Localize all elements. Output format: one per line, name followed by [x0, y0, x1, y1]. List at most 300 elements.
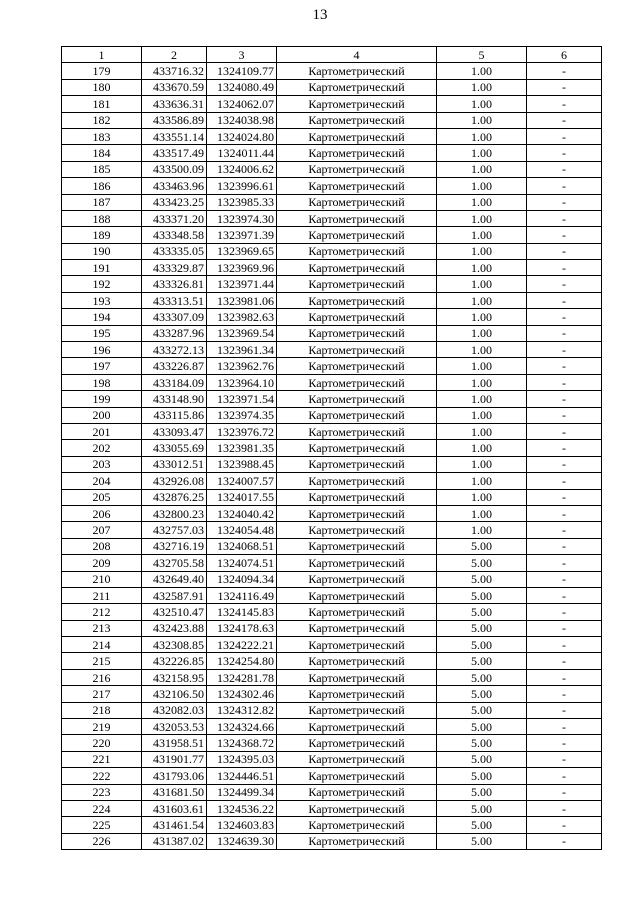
description-cell: - — [527, 784, 602, 800]
point-number-cell: 209 — [62, 555, 142, 571]
y-coordinate-cell: 1323971.44 — [207, 276, 277, 292]
table-row — [62, 178, 602, 194]
point-number-cell: 223 — [62, 784, 142, 800]
method-cell: Картометрический — [277, 194, 437, 210]
description-cell: - — [527, 669, 602, 685]
method-cell: Картометрический — [277, 456, 437, 472]
accuracy-cell: 1.00 — [437, 440, 527, 456]
point-number-cell: 198 — [62, 374, 142, 390]
accuracy-cell: 1.00 — [437, 407, 527, 423]
description-cell: - — [527, 63, 602, 79]
table-row — [62, 358, 602, 374]
table-row — [62, 407, 602, 423]
table-row — [62, 161, 602, 177]
description-cell: - — [527, 702, 602, 718]
method-cell: Картометрический — [277, 210, 437, 226]
point-number-cell: 185 — [62, 161, 142, 177]
accuracy-cell: 5.00 — [437, 669, 527, 685]
point-number-cell: 180 — [62, 79, 142, 95]
header-cell: 6 — [527, 47, 602, 63]
accuracy-cell: 5.00 — [437, 751, 527, 767]
accuracy-cell: 1.00 — [437, 210, 527, 226]
point-number-cell: 213 — [62, 620, 142, 636]
accuracy-cell: 5.00 — [437, 686, 527, 702]
point-number-cell: 200 — [62, 407, 142, 423]
description-cell: - — [527, 456, 602, 472]
x-coordinate-cell: 431958.51 — [142, 735, 207, 751]
x-coordinate-cell: 431387.02 — [142, 833, 207, 849]
y-coordinate-cell: 1324536.22 — [207, 800, 277, 816]
table-row — [62, 768, 602, 784]
y-coordinate-cell: 1323988.45 — [207, 456, 277, 472]
x-coordinate-cell: 433307.09 — [142, 309, 207, 325]
method-cell: Картометрический — [277, 702, 437, 718]
accuracy-cell: 5.00 — [437, 587, 527, 603]
x-coordinate-cell: 432423.88 — [142, 620, 207, 636]
table-row — [62, 522, 602, 538]
description-cell: - — [527, 604, 602, 620]
x-coordinate-cell: 433636.31 — [142, 96, 207, 112]
method-cell: Картометрический — [277, 489, 437, 505]
y-coordinate-cell: 1324312.82 — [207, 702, 277, 718]
description-cell: - — [527, 768, 602, 784]
y-coordinate-cell: 1324368.72 — [207, 735, 277, 751]
y-coordinate-cell: 1323996.61 — [207, 178, 277, 194]
method-cell: Картометрический — [277, 653, 437, 669]
point-number-cell: 217 — [62, 686, 142, 702]
method-cell: Картометрический — [277, 309, 437, 325]
y-coordinate-cell: 1324324.66 — [207, 719, 277, 735]
table-row — [62, 800, 602, 816]
accuracy-cell: 1.00 — [437, 63, 527, 79]
accuracy-cell: 5.00 — [437, 833, 527, 849]
table-row — [62, 145, 602, 161]
accuracy-cell: 5.00 — [437, 768, 527, 784]
accuracy-cell: 1.00 — [437, 112, 527, 128]
y-coordinate-cell: 1324024.80 — [207, 128, 277, 144]
y-coordinate-cell: 1323971.39 — [207, 227, 277, 243]
point-number-cell: 206 — [62, 505, 142, 521]
point-number-cell: 182 — [62, 112, 142, 128]
method-cell: Картометрический — [277, 604, 437, 620]
method-cell: Картометрический — [277, 145, 437, 161]
accuracy-cell: 1.00 — [437, 227, 527, 243]
accuracy-cell: 1.00 — [437, 325, 527, 341]
x-coordinate-cell: 433329.87 — [142, 260, 207, 276]
x-coordinate-cell: 433272.13 — [142, 342, 207, 358]
method-cell: Картометрический — [277, 669, 437, 685]
y-coordinate-cell: 1323974.30 — [207, 210, 277, 226]
table-row — [62, 292, 602, 308]
y-coordinate-cell: 1323974.35 — [207, 407, 277, 423]
description-cell: - — [527, 571, 602, 587]
x-coordinate-cell: 433226.87 — [142, 358, 207, 374]
method-cell: Картометрический — [277, 260, 437, 276]
point-number-cell: 199 — [62, 391, 142, 407]
y-coordinate-cell: 1324074.51 — [207, 555, 277, 571]
accuracy-cell: 1.00 — [437, 145, 527, 161]
method-cell: Картометрический — [277, 637, 437, 653]
point-number-cell: 189 — [62, 227, 142, 243]
y-coordinate-cell: 1323961.34 — [207, 342, 277, 358]
x-coordinate-cell: 433055.69 — [142, 440, 207, 456]
description-cell: - — [527, 423, 602, 439]
description-cell: - — [527, 800, 602, 816]
accuracy-cell: 1.00 — [437, 374, 527, 390]
accuracy-cell: 1.00 — [437, 243, 527, 259]
point-number-cell: 196 — [62, 342, 142, 358]
accuracy-cell: 1.00 — [437, 276, 527, 292]
method-cell: Картометрический — [277, 161, 437, 177]
accuracy-cell: 1.00 — [437, 309, 527, 325]
table-row — [62, 243, 602, 259]
point-number-cell: 190 — [62, 243, 142, 259]
description-cell: - — [527, 505, 602, 521]
y-coordinate-cell: 1324178.63 — [207, 620, 277, 636]
description-cell: - — [527, 751, 602, 767]
description-cell: - — [527, 276, 602, 292]
y-coordinate-cell: 1323964.10 — [207, 374, 277, 390]
method-cell: Картометрический — [277, 751, 437, 767]
description-cell: - — [527, 637, 602, 653]
accuracy-cell: 5.00 — [437, 555, 527, 571]
point-number-cell: 215 — [62, 653, 142, 669]
y-coordinate-cell: 1324109.77 — [207, 63, 277, 79]
table-row — [62, 260, 602, 276]
table-row — [62, 210, 602, 226]
y-coordinate-cell: 1324145.83 — [207, 604, 277, 620]
accuracy-cell: 1.00 — [437, 522, 527, 538]
table-row — [62, 555, 602, 571]
description-cell: - — [527, 555, 602, 571]
table-row — [62, 325, 602, 341]
point-number-cell: 212 — [62, 604, 142, 620]
y-coordinate-cell: 1323962.76 — [207, 358, 277, 374]
x-coordinate-cell: 433313.51 — [142, 292, 207, 308]
point-number-cell: 201 — [62, 423, 142, 439]
point-number-cell: 219 — [62, 719, 142, 735]
description-cell: - — [527, 391, 602, 407]
description-cell: - — [527, 522, 602, 538]
point-number-cell: 191 — [62, 260, 142, 276]
description-cell: - — [527, 817, 602, 833]
method-cell: Картометрический — [277, 423, 437, 439]
description-cell: - — [527, 178, 602, 194]
x-coordinate-cell: 432158.95 — [142, 669, 207, 685]
point-number-cell: 226 — [62, 833, 142, 849]
x-coordinate-cell: 432053.53 — [142, 719, 207, 735]
y-coordinate-cell: 1324006.62 — [207, 161, 277, 177]
point-number-cell: 181 — [62, 96, 142, 112]
accuracy-cell: 5.00 — [437, 604, 527, 620]
method-cell: Картометрический — [277, 374, 437, 390]
point-number-cell: 214 — [62, 637, 142, 653]
point-number-cell: 218 — [62, 702, 142, 718]
table-row — [62, 505, 602, 521]
description-cell: - — [527, 79, 602, 95]
accuracy-cell: 1.00 — [437, 178, 527, 194]
method-cell: Картометрический — [277, 800, 437, 816]
table-row — [62, 309, 602, 325]
description-cell: - — [527, 735, 602, 751]
point-number-cell: 194 — [62, 309, 142, 325]
accuracy-cell: 1.00 — [437, 79, 527, 95]
description-cell: - — [527, 96, 602, 112]
point-number-cell: 179 — [62, 63, 142, 79]
table-row — [62, 637, 602, 653]
x-coordinate-cell: 433500.09 — [142, 161, 207, 177]
accuracy-cell: 5.00 — [437, 653, 527, 669]
description-cell: - — [527, 309, 602, 325]
method-cell: Картометрический — [277, 571, 437, 587]
accuracy-cell: 1.00 — [437, 260, 527, 276]
y-coordinate-cell: 1323981.06 — [207, 292, 277, 308]
y-coordinate-cell: 1324011.44 — [207, 145, 277, 161]
x-coordinate-cell: 432757.03 — [142, 522, 207, 538]
x-coordinate-cell: 432705.58 — [142, 555, 207, 571]
method-cell: Картометрический — [277, 817, 437, 833]
method-cell: Картометрический — [277, 292, 437, 308]
table-row — [62, 374, 602, 390]
x-coordinate-cell: 433670.59 — [142, 79, 207, 95]
table-row — [62, 587, 602, 603]
method-cell: Картометрический — [277, 587, 437, 603]
description-cell: - — [527, 587, 602, 603]
method-cell: Картометрический — [277, 719, 437, 735]
x-coordinate-cell: 432106.50 — [142, 686, 207, 702]
y-coordinate-cell: 1323982.63 — [207, 309, 277, 325]
method-cell: Картометрический — [277, 735, 437, 751]
y-coordinate-cell: 1323969.96 — [207, 260, 277, 276]
table-header-row — [62, 47, 602, 63]
accuracy-cell: 1.00 — [437, 423, 527, 439]
table-row — [62, 423, 602, 439]
header-cell: 1 — [62, 47, 142, 63]
table-row — [62, 227, 602, 243]
table-row — [62, 571, 602, 587]
x-coordinate-cell: 432649.40 — [142, 571, 207, 587]
table-row — [62, 96, 602, 112]
description-cell: - — [527, 653, 602, 669]
table-row — [62, 342, 602, 358]
point-number-cell: 204 — [62, 473, 142, 489]
table-row — [62, 669, 602, 685]
point-number-cell: 203 — [62, 456, 142, 472]
x-coordinate-cell: 433115.86 — [142, 407, 207, 423]
accuracy-cell: 1.00 — [437, 391, 527, 407]
x-coordinate-cell: 433423.25 — [142, 194, 207, 210]
table-row — [62, 128, 602, 144]
x-coordinate-cell: 431901.77 — [142, 751, 207, 767]
x-coordinate-cell: 433716.32 — [142, 63, 207, 79]
method-cell: Картометрический — [277, 768, 437, 784]
method-cell: Картометрический — [277, 243, 437, 259]
y-coordinate-cell: 1324446.51 — [207, 768, 277, 784]
table-row — [62, 620, 602, 636]
y-coordinate-cell: 1324302.46 — [207, 686, 277, 702]
point-number-cell: 187 — [62, 194, 142, 210]
description-cell: - — [527, 719, 602, 735]
x-coordinate-cell: 431461.54 — [142, 817, 207, 833]
x-coordinate-cell: 433348.58 — [142, 227, 207, 243]
point-number-cell: 224 — [62, 800, 142, 816]
table-row — [62, 391, 602, 407]
point-number-cell: 195 — [62, 325, 142, 341]
accuracy-cell: 1.00 — [437, 161, 527, 177]
description-cell: - — [527, 194, 602, 210]
accuracy-cell: 5.00 — [437, 784, 527, 800]
method-cell: Картометрический — [277, 79, 437, 95]
y-coordinate-cell: 1323971.54 — [207, 391, 277, 407]
y-coordinate-cell: 1324062.07 — [207, 96, 277, 112]
y-coordinate-cell: 1324017.55 — [207, 489, 277, 505]
point-number-cell: 222 — [62, 768, 142, 784]
y-coordinate-cell: 1324222.21 — [207, 637, 277, 653]
table-row — [62, 440, 602, 456]
accuracy-cell: 1.00 — [437, 489, 527, 505]
x-coordinate-cell: 432308.85 — [142, 637, 207, 653]
description-cell: - — [527, 407, 602, 423]
point-number-cell: 221 — [62, 751, 142, 767]
method-cell: Картометрический — [277, 276, 437, 292]
page-number: 13 — [312, 7, 328, 23]
x-coordinate-cell: 432926.08 — [142, 473, 207, 489]
x-coordinate-cell: 431603.61 — [142, 800, 207, 816]
x-coordinate-cell: 433093.47 — [142, 423, 207, 439]
method-cell: Картометрический — [277, 440, 437, 456]
x-coordinate-cell: 433148.90 — [142, 391, 207, 407]
x-coordinate-cell: 433326.81 — [142, 276, 207, 292]
description-cell: - — [527, 686, 602, 702]
x-coordinate-cell: 433335.05 — [142, 243, 207, 259]
method-cell: Картометрический — [277, 784, 437, 800]
description-cell: - — [527, 128, 602, 144]
method-cell: Картометрический — [277, 112, 437, 128]
table-row — [62, 751, 602, 767]
description-cell: - — [527, 112, 602, 128]
table-row — [62, 702, 602, 718]
accuracy-cell: 5.00 — [437, 702, 527, 718]
accuracy-cell: 1.00 — [437, 292, 527, 308]
point-number-cell: 184 — [62, 145, 142, 161]
description-cell: - — [527, 260, 602, 276]
method-cell: Картометрический — [277, 128, 437, 144]
table-row — [62, 194, 602, 210]
point-number-cell: 216 — [62, 669, 142, 685]
table-row — [62, 112, 602, 128]
point-number-cell: 211 — [62, 587, 142, 603]
accuracy-cell: 1.00 — [437, 128, 527, 144]
method-cell: Картометрический — [277, 227, 437, 243]
description-cell: - — [527, 292, 602, 308]
x-coordinate-cell: 433586.89 — [142, 112, 207, 128]
point-number-cell: 192 — [62, 276, 142, 292]
accuracy-cell: 1.00 — [437, 96, 527, 112]
y-coordinate-cell: 1324254.80 — [207, 653, 277, 669]
method-cell: Картометрический — [277, 833, 437, 849]
method-cell: Картометрический — [277, 620, 437, 636]
description-cell: - — [527, 227, 602, 243]
y-coordinate-cell: 1324080.49 — [207, 79, 277, 95]
table-body — [62, 63, 602, 850]
description-cell: - — [527, 620, 602, 636]
x-coordinate-cell: 433551.14 — [142, 128, 207, 144]
x-coordinate-cell: 431793.06 — [142, 768, 207, 784]
x-coordinate-cell: 432876.25 — [142, 489, 207, 505]
accuracy-cell: 5.00 — [437, 620, 527, 636]
accuracy-cell: 5.00 — [437, 735, 527, 751]
point-number-cell: 205 — [62, 489, 142, 505]
table-row — [62, 833, 602, 849]
method-cell: Картометрический — [277, 63, 437, 79]
x-coordinate-cell: 431681.50 — [142, 784, 207, 800]
y-coordinate-cell: 1324603.83 — [207, 817, 277, 833]
table-row — [62, 473, 602, 489]
accuracy-cell: 1.00 — [437, 473, 527, 489]
y-coordinate-cell: 1324281.78 — [207, 669, 277, 685]
x-coordinate-cell: 432587.91 — [142, 587, 207, 603]
table-row — [62, 489, 602, 505]
table-row — [62, 538, 602, 554]
table-row — [62, 79, 602, 95]
method-cell: Картометрический — [277, 407, 437, 423]
point-number-cell: 186 — [62, 178, 142, 194]
accuracy-cell: 1.00 — [437, 358, 527, 374]
point-number-cell: 197 — [62, 358, 142, 374]
table-row — [62, 719, 602, 735]
method-cell: Картометрический — [277, 555, 437, 571]
description-cell: - — [527, 325, 602, 341]
method-cell: Картометрический — [277, 342, 437, 358]
table-row — [62, 276, 602, 292]
method-cell: Картометрический — [277, 686, 437, 702]
y-coordinate-cell: 1324639.30 — [207, 833, 277, 849]
x-coordinate-cell: 432226.85 — [142, 653, 207, 669]
method-cell: Картометрический — [277, 505, 437, 521]
method-cell: Картометрический — [277, 522, 437, 538]
x-coordinate-cell: 433371.20 — [142, 210, 207, 226]
description-cell: - — [527, 358, 602, 374]
y-coordinate-cell: 1324395.03 — [207, 751, 277, 767]
point-number-cell: 202 — [62, 440, 142, 456]
x-coordinate-cell: 432082.03 — [142, 702, 207, 718]
header-cell: 2 — [142, 47, 207, 63]
accuracy-cell: 5.00 — [437, 817, 527, 833]
method-cell: Картометрический — [277, 178, 437, 194]
method-cell: Картометрический — [277, 473, 437, 489]
point-number-cell: 183 — [62, 128, 142, 144]
x-coordinate-cell: 433287.96 — [142, 325, 207, 341]
accuracy-cell: 5.00 — [437, 719, 527, 735]
table-row — [62, 686, 602, 702]
description-cell: - — [527, 833, 602, 849]
description-cell: - — [527, 145, 602, 161]
x-coordinate-cell: 433184.09 — [142, 374, 207, 390]
x-coordinate-cell: 433012.51 — [142, 456, 207, 472]
table-row — [62, 817, 602, 833]
x-coordinate-cell: 432510.47 — [142, 604, 207, 620]
description-cell: - — [527, 473, 602, 489]
point-number-cell: 193 — [62, 292, 142, 308]
description-cell: - — [527, 210, 602, 226]
method-cell: Картометрический — [277, 538, 437, 554]
y-coordinate-cell: 1323969.54 — [207, 325, 277, 341]
description-cell: - — [527, 243, 602, 259]
description-cell: - — [527, 440, 602, 456]
accuracy-cell: 5.00 — [437, 800, 527, 816]
table-row — [62, 653, 602, 669]
method-cell: Картометрический — [277, 358, 437, 374]
